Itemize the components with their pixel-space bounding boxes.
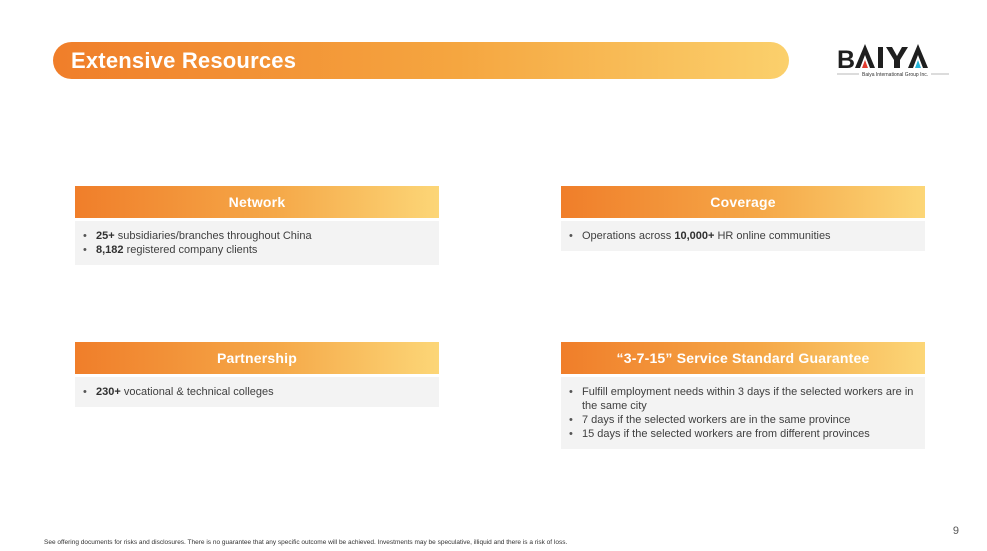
coverage-panel — [561, 186, 925, 251]
logo-subtitle: Baiya International Group Inc. — [862, 72, 929, 78]
coverage-panel-body — [561, 221, 925, 251]
page-title: Extensive Resources — [71, 47, 297, 73]
list-item: • 7 days if the selected workers are in the same province — [569, 414, 851, 426]
disclaimer-text: See offering documents for risks and disclosures. There is no guarantee that any specific outcome will be achieved. Investments may be speculative, illiquid and there is a risk of loss. — [44, 539, 568, 546]
network-panel-title: Network — [75, 186, 439, 218]
svg-text:B: B — [837, 46, 856, 74]
list-item: • Fulfill employment needs within 3 days if the selected workers are in the same city — [569, 386, 914, 412]
list-item: • 8,182 registered company clients — [83, 244, 258, 256]
coverage-panel-title: Coverage — [561, 186, 925, 218]
list-item: • 15 days if the selected workers are from different provinces — [569, 428, 870, 440]
title-banner — [53, 42, 789, 79]
guarantee-panel — [561, 342, 925, 449]
baiya-logo — [835, 41, 953, 81]
bullet-icon: • — [569, 414, 573, 426]
guarantee-panel-title: “3-7-15” Service Standard Guarantee — [561, 342, 925, 374]
network-panel — [75, 186, 439, 265]
bullet-icon: • — [569, 230, 573, 242]
partnership-panel-body — [75, 377, 439, 407]
list-item: • Operations across 10,000+ HR online communities — [569, 230, 831, 242]
bullet-icon: • — [569, 428, 573, 440]
list-item: • 230+ vocational & technical colleges — [83, 386, 274, 398]
bullet-icon: • — [83, 230, 87, 242]
network-panel-body — [75, 221, 439, 265]
page-number: 9 — [952, 525, 959, 537]
guarantee-panel-body — [561, 377, 925, 449]
partnership-panel — [75, 342, 439, 407]
partnership-panel-title: Partnership — [75, 342, 439, 374]
bullet-icon: • — [83, 244, 87, 256]
bullet-icon: • — [569, 386, 573, 398]
list-item: • 25+ subsidiaries/branches throughout China — [83, 230, 312, 242]
bullet-icon: • — [83, 386, 87, 398]
